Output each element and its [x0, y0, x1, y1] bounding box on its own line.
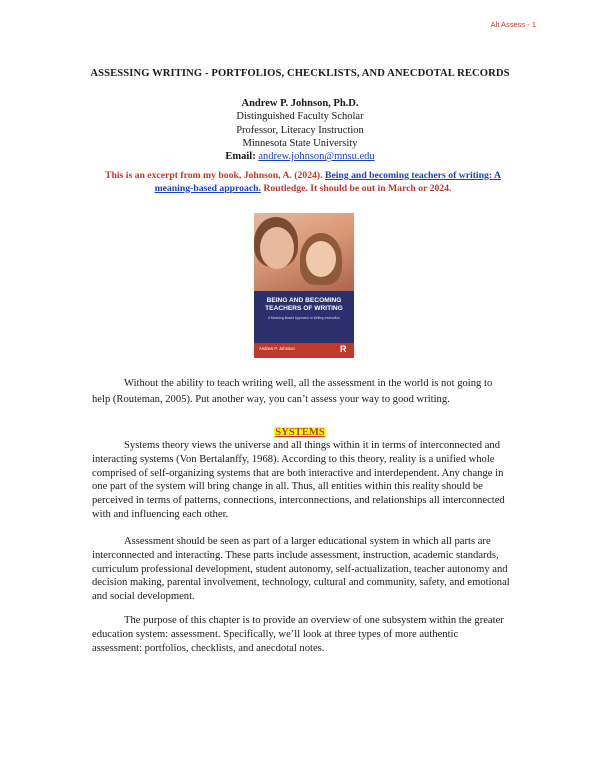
- email-link[interactable]: andrew.johnson@mnsu.edu: [258, 151, 375, 163]
- author-position: Professor, Literacy Instruction: [236, 124, 364, 136]
- book-cover-image: [254, 213, 354, 358]
- cover-title: BEING AND BECOMING TEACHERS OF WRITING: [265, 297, 343, 312]
- cover-person-face: [260, 227, 294, 269]
- excerpt-tail: Routledge. It should be out in March or 2024.: [263, 182, 452, 194]
- systems-paragraph-2: Assessment should be seen as part of a larger educational system in which all parts are interconnected and interacting. These parts include assessment, instruction, academic standards, curriculum professional development, student autonomy, self-actualization, teacher autonomy and decision making, parental involvement, technology, cultural and community, safety, and emotional and social development.: [92, 536, 510, 603]
- systems-paragraph-1: Systems theory views the universe and all things within it in terms of interconnected and interacting systems (Von Bertalanffy, 1968). According to this theory, reality is a unified whole comprised of self-organizing systems that are both interactive and interdependent. Any change in one part of the system will bring change in all. Thus, all entities within this reality should be perceived in terms of patterns, connections, interconnections, and relationships all interconnected with and influencing each other.: [92, 440, 505, 520]
- author-institution: Minnesota State University: [242, 137, 358, 149]
- author-block: [0, 97, 600, 163]
- document-title: ASSESSING WRITING - PORTFOLIOS, CHECKLISTS, AND ANECDOTAL RECORDS: [90, 68, 510, 79]
- excerpt-note: [88, 170, 518, 195]
- email-label: Email:: [225, 151, 256, 163]
- publisher-logo: R: [340, 344, 347, 354]
- cover-subtitle: A Meaning-Based Approach to Writing Instruction: [268, 316, 340, 320]
- excerpt-lead: This is an excerpt from my book, Johnson, A. (2024).: [105, 170, 323, 181]
- book-link[interactable]: Being and becoming teachers of writing: A meaning-based approach.: [154, 170, 501, 194]
- cover-author: Andrew P. Johnson: [259, 346, 295, 351]
- cover-child-face: [306, 241, 336, 277]
- author-email-line: [0, 150, 600, 163]
- section-heading-wrap: [0, 422, 600, 440]
- running-head: Alt Assess - 1: [490, 20, 536, 29]
- author-name: Andrew P. Johnson, Ph.D.: [241, 98, 359, 109]
- systems-paragraph-3: The purpose of this chapter is to provide an overview of one subsystem within the greater education system: assessment. Specifically, we’ll look at three types of more authentic assessment: portfolios, checklists, and anecdotal notes.: [92, 615, 504, 654]
- section-heading: SYSTEMS: [275, 427, 325, 438]
- intro-paragraph: Without the ability to teach writing well, all the assessment in the world is not going to help (Routeman, 2005). Put another way, you can’t assess your way to good writing.: [92, 378, 493, 405]
- author-title: Distinguished Faculty Scholar: [236, 111, 364, 123]
